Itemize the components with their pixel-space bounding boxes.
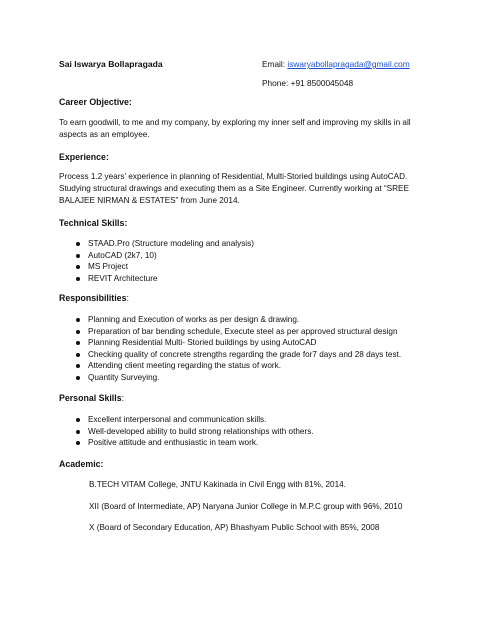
career-objective-text: To earn goodwill, to me and my company, by exploring my inner self and improving my skills in all aspects as an employee.	[59, 118, 411, 139]
list-item: Preparation of bar bending schedule, Execute steel as per approved structural design	[59, 326, 401, 338]
list-item: STAAD.Pro (Structure modeling and analysis)	[59, 238, 254, 250]
responsibilities-heading	[59, 293, 129, 303]
career-objective-heading: Career Objective:	[59, 97, 132, 107]
personal-skills-heading-colon: :	[121, 393, 125, 403]
responsibilities-heading-colon: :	[126, 293, 129, 303]
list-item: Excellent interpersonal and communication skills.	[59, 414, 314, 426]
experience-heading: Experience:	[59, 152, 109, 162]
technical-skills-list	[59, 238, 254, 284]
list-item: MS Project	[59, 261, 254, 273]
list-item: Quantity Surveying.	[59, 372, 401, 384]
candidate-name: Sai Iswarya Bollapragada	[59, 59, 163, 69]
list-item: Planning Residential Multi- Storied buildings by using AutoCAD	[59, 337, 401, 349]
list-item: Planning and Execution of works as per design & drawing.	[59, 314, 401, 326]
academic-item: B.TECH VITAM College, JNTU Kakinada in Civil Engg with 81%, 2014.	[89, 480, 346, 489]
personal-skills-heading-text: Personal Skills	[59, 393, 122, 403]
personal-skills-heading	[59, 393, 124, 403]
email-link[interactable]: iswaryabollapragada@gmail.com	[287, 59, 410, 69]
academic-heading: Academic:	[59, 459, 104, 469]
email-label: Email:	[262, 59, 288, 69]
list-item: AutoCAD (2k7, 10)	[59, 250, 254, 262]
academic-item: X (Board of Secondary Education, AP) Bhashyam Public School with 85%, 2008	[89, 523, 380, 532]
contact-phone: Phone: +91 8500045048	[262, 78, 354, 88]
academic-item: XII (Board of Intermediate, AP) Naryana Junior College in M.P.C group with 96%, 2010	[89, 502, 403, 511]
list-item: Positive attitude and enthusiastic in team work.	[59, 437, 314, 449]
contact-email	[262, 59, 410, 69]
responsibilities-heading-text: Responsibilities	[59, 293, 127, 303]
technical-skills-heading: Technical Skills:	[59, 218, 128, 228]
personal-skills-list	[59, 414, 314, 449]
list-item: Attending client meeting regarding the status of work.	[59, 360, 401, 372]
experience-text: Process 1.2 years’ experience in planning of Residential, Multi-Storied buildings using AutoCAD. Studying structural drawings and executing them as a Site Engineer. Currently working at “SREE BALAJEE NIRMAN & ESTATES” from June 2014.	[59, 172, 409, 205]
responsibilities-list	[59, 314, 401, 383]
list-item: Well-developed ability to build strong relationships with others.	[59, 426, 314, 438]
list-item: Checking quality of concrete strengths regarding the grade for7 days and 28 days test.	[59, 349, 401, 361]
list-item: REVIT Architecture	[59, 273, 254, 285]
